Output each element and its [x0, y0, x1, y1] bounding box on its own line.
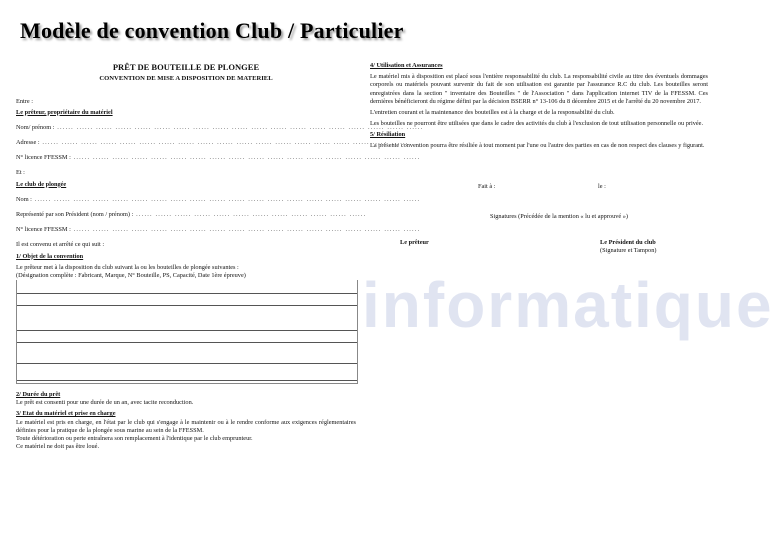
club-licence-field[interactable]: N° licence FFESSM : ...... ...... ...... ...... ...... ...... ...... ...... ...... ...... ...... ...... ...... ...... ...... ...... ...... ...... — [16, 226, 421, 234]
section1-heading: 1/ Objet de la convention — [16, 252, 84, 260]
section4-heading: 4/ Utilisation et Assurances — [370, 62, 443, 69]
document-subtitle: CONVENTION DE MISE A DISPOSITION DE MATERIEL — [99, 75, 273, 83]
fait-a-row — [370, 183, 708, 191]
blank-line[interactable] — [17, 294, 357, 306]
designation-box[interactable] — [16, 280, 358, 384]
fait-a-label: Fait à : — [478, 182, 496, 190]
section1-text: Le prêteur met à la disposition du club suivant la ou les bouteilles de plongée suivantes : — [16, 263, 239, 271]
le-label: le : — [598, 182, 606, 190]
blank-line[interactable] — [17, 282, 357, 294]
lender-name-field[interactable]: Nom/ prénom : ...... ...... ...... ...... ...... ...... ...... ...... ...... ...... ...... ...... ...... ...... ...... ...... ...... ...... ...... — [16, 123, 424, 131]
president-signature-sub: (Signature et Tampon) — [600, 247, 657, 255]
lender-licence-field[interactable]: N° licence FFESSM : ...... ...... ...... ...... ...... ...... ...... ...... ...... ...... ...... ...... ...... ...... ...... ...... ...... ...... — [16, 154, 421, 162]
section2-heading: 2/ Durée du prêt — [16, 391, 61, 399]
lender-name-label: Nom/ prénom : — [16, 123, 55, 131]
club-heading: Le club de plongée — [16, 180, 67, 188]
lender-heading: Le prêteur, propriétaire du matériel — [16, 108, 113, 116]
section4-text: Le matériel mis à disposition est placé sous l'entière responsabilité du club. La responsabilité civile au titre des éventuels dommages corporels ou matériels pouvant survenir du fait de son utilisation est garantie par l'assurance R.C du club. Les bouteilles seront enregistrées dans la section " inventaire des Bouteilles " de l'Association " dans l'application internet TIV de la FFESSM. Ces dernières bénéficieront du régime défini par la décision BSERR n° 13-106 du 8 décembre 2015 et de l'arrêté du 20 novembre 2017. — [370, 73, 708, 105]
blank-line[interactable] — [17, 343, 357, 364]
club-name-field[interactable]: Nom : ...... ...... ...... ...... ...... ...... ...... ...... ...... ...... ...... ...... ...... ...... ...... ...... ...... ...... ...... ...... — [16, 195, 421, 203]
et-label: Et : — [16, 169, 25, 177]
club-rep-label: Représenté par son Président (nom / prénom) : — [16, 210, 134, 218]
lender-address-field[interactable]: Adresse : ...... ...... ...... ...... ...... ...... ...... ...... ...... ...... ...... ...... ...... ...... ...... ...... ...... ...... ...... — [16, 139, 409, 147]
signature-headers — [370, 239, 708, 247]
club-licence-label: N° licence FFESSM : — [16, 226, 71, 234]
signatures-label: Signatures (Précédée de la mention « lu et approuvé ») — [490, 212, 628, 220]
document-title: PRÊT DE BOUTEILLE DE PLONGEE — [112, 62, 260, 72]
section2-text: Le prêt est consenti pour une durée de un an, avec tacite reconduction. — [16, 399, 194, 407]
lender-address-label: Adresse : — [16, 139, 40, 147]
blank-line[interactable] — [17, 331, 357, 343]
agreed-text: Il est convenu et arrêté ce qui suit : — [16, 241, 105, 249]
blank-line[interactable] — [17, 306, 357, 331]
club-name-label: Nom : — [16, 195, 32, 203]
section4-text-3: Les bouteilles ne pourront être utilisées que dans le cadre des activités du club à l'exclusion de tout utilisation personnelle ou privée. — [370, 120, 704, 128]
section4-text-2: L'entretien courant et la maintenance des bouteilles est à la charge et de la responsabilité du club. — [370, 108, 615, 116]
document-right-column — [370, 62, 708, 255]
section5-heading: 5/ Résiliation — [370, 131, 406, 139]
section3-text-2: Toute détérioration ou perte entraînera son remplacement à l'identique par le club emprunteur. — [16, 434, 253, 442]
entre-label: Entre : — [16, 97, 33, 105]
lender-licence-label: N° licence FFESSM : — [16, 154, 71, 162]
watermark-text: informatique — [362, 269, 774, 341]
slide-title: Modèle de convention Club / Particulier — [20, 18, 404, 43]
blank-line[interactable] — [17, 364, 357, 381]
section3-text: Le matériel est pris en charge, en l'état par le club qui s'engage à le maintenir ou à le rendre conforme aux exigences réglementaires définies pour la pratique de la plongée sous marine au sein de la FFESSM. — [16, 418, 356, 434]
president-signature-label: Le Président du club — [600, 238, 656, 246]
section1-designation: (Désignation complète : Fabricant, Marque, N° Bouteille, PS, Capacité, Date 1ère épreuve) — [16, 271, 246, 279]
section5-text: La présente convention pourra être résiliée à tout moment par l'une ou l'autre des parties en cas de non respect des clauses y figurant. — [370, 142, 705, 150]
section3-text-3: Ce matériel ne doit pas être loué. — [16, 443, 100, 451]
club-rep-field[interactable]: Représenté par son Président (nom / prénom) : ...... ...... ...... ...... ...... ...... ...... ...... ...... ...... ...... ...... — [16, 210, 367, 218]
section3-heading: 3/ Etat du matériel et prise en charge — [16, 410, 116, 418]
lender-signature-label: Le prêteur — [400, 238, 429, 246]
